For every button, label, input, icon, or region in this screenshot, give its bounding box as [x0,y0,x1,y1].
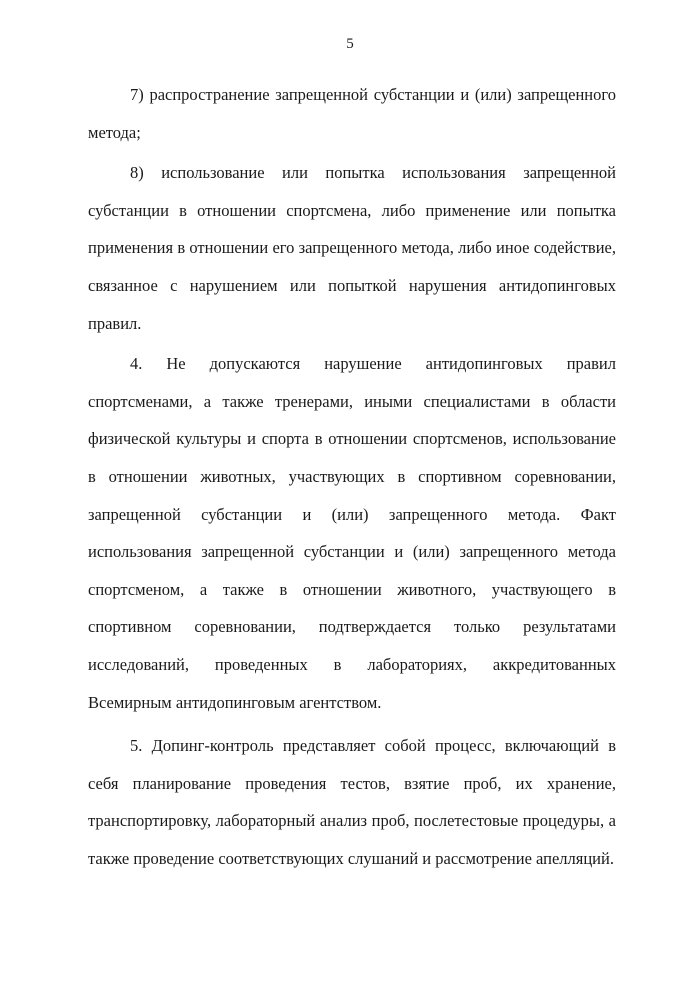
document-body [88,76,616,877]
paragraph-clause-5: 5. Допинг-контроль представляет собой процесс, включающий в себя планирование проведения тестов, взятие проб, их хранение, транспортировку, лабораторный анализ проб, послетестовые процедуры, а также проведение соответствующих слушаний и рассмотрение апелляций. [88,736,616,868]
page-number: 5 [346,36,354,52]
paragraph-item-8: 8) использование или попытка использования запрещенной субстанции в отношении спортсмена, либо применение или попытка применения в отношении его запрещенного метода, либо иное содействие, связанное с нарушением или попыткой нарушения антидопинговых правил. [88,163,616,333]
paragraph-clause-4: 4. Не допускаются нарушение антидопинговых правил спортсменами, а также тренерами, иными специалистами в области физической культуры и спорта в отношении спортсменов, использование в отношении животных, участвующих в спортивном соревновании, запрещенной субстанции и (или) запрещенного метода. Факт использования запрещенной субстанции и (или) запрещенного метода спортсменом, а также в отношении животного, участвующего в спортивном соревновании, подтверждается только результатами исследований, проведенных в лабораториях, аккредитованных Всемирным антидопинговым агентством. [88,354,616,712]
paragraph-item-7: 7) распространение запрещенной субстанции и (или) запрещенного метода; [88,85,616,142]
